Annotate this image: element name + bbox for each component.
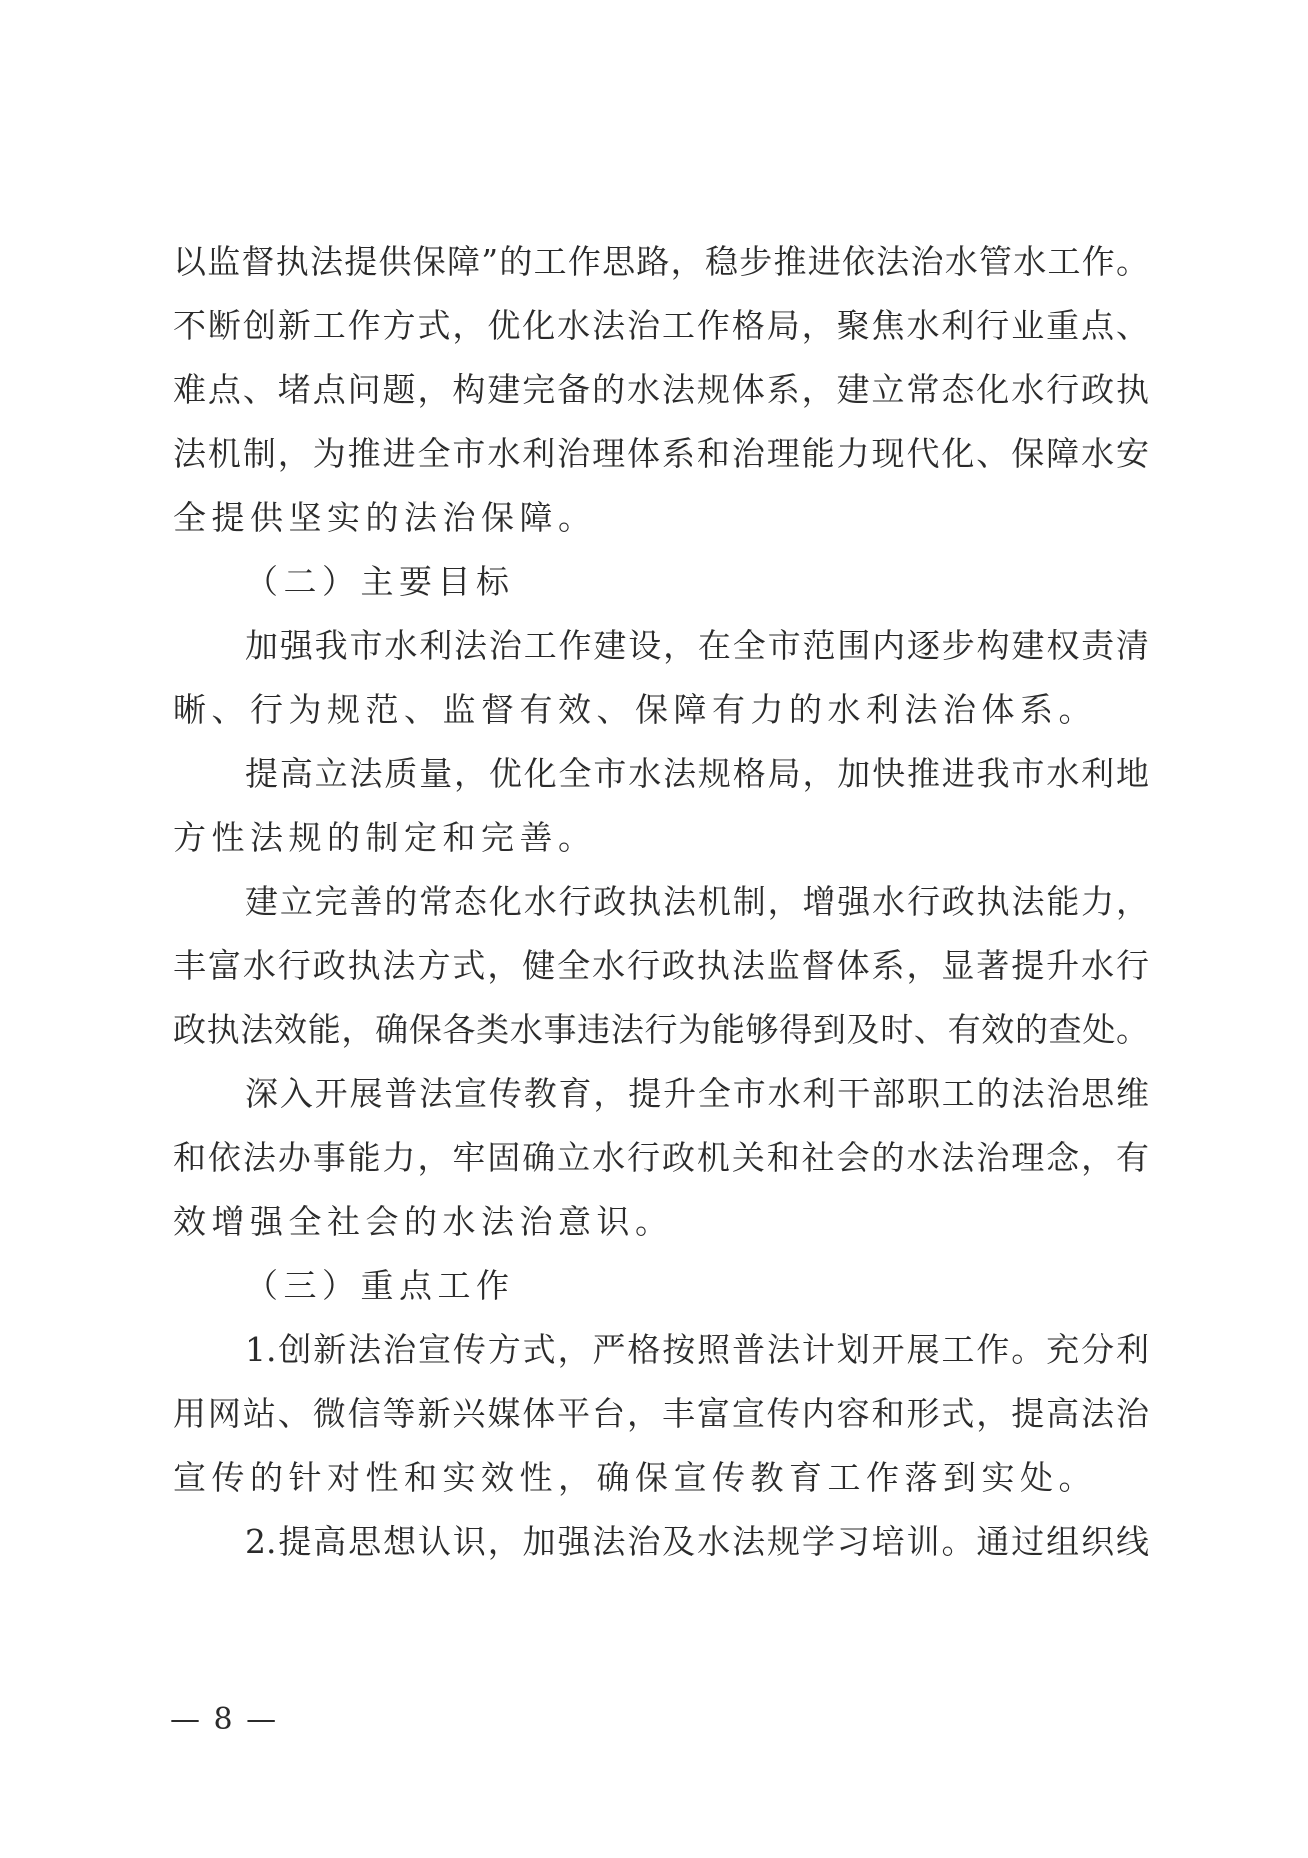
body-text-line: 加强我市水利法治工作建设，在全市范围内逐步构建权责清 [245, 626, 1149, 665]
body-text-line: 提高立法质量，优化全市水法规格局，加快推进我市水利地 [245, 754, 1149, 793]
body-text-line: 宣传的针对性和实效性，确保宣传教育工作落到实处。 [173, 1458, 1097, 1497]
body-text-line: 深入开展普法宣传教育，提升全市水利干部职工的法治思维 [245, 1074, 1149, 1113]
body-text-line: 方性法规的制定和完善。 [173, 818, 597, 857]
body-text-line: 难点、堵点问题，构建完备的水法规体系，建立常态化水行政执 [173, 370, 1149, 409]
body-text-line: 法机制，为推进全市水利治理体系和治理能力现代化、保障水安 [173, 434, 1149, 473]
body-text-line: 2.提高思想认识，加强法治及水法规学习培训。通过组织线 [245, 1522, 1149, 1561]
section-heading: （二）主要目标 [245, 562, 515, 601]
body-text-line: 丰富水行政执法方式，健全水行政执法监督体系，显著提升水行 [173, 946, 1149, 985]
body-text-line: 用网站、微信等新兴媒体平台，丰富宣传内容和形式，提高法治 [173, 1394, 1149, 1433]
body-text-line: 效增强全社会的水法治意识。 [173, 1202, 674, 1241]
body-text-line: 不断创新工作方式，优化水法治工作格局，聚焦水利行业重点、 [173, 306, 1149, 345]
body-text-line: 建立完善的常态化水行政执法机制，增强水行政执法能力， [245, 882, 1149, 921]
body-text-line: 和依法办事能力，牢固确立水行政机关和社会的水法治理念，有 [173, 1138, 1149, 1177]
body-text-line: 以监督执法提供保障”的工作思路，稳步推进依法治水管水工作。 [173, 242, 1149, 281]
page-number: — 8 — [170, 1702, 279, 1737]
body-text-line: 全提供坚实的法治保障。 [173, 498, 597, 537]
body-text-line: 晰、行为规范、监督有效、保障有力的水利法治体系。 [173, 690, 1097, 729]
body-text-line: 政执法效能，确保各类水事违法行为能够得到及时、有效的查处。 [173, 1010, 1149, 1049]
body-text-line: 1.创新法治宣传方式，严格按照普法计划开展工作。充分利 [245, 1330, 1149, 1369]
section-heading: （三）重点工作 [245, 1266, 515, 1305]
